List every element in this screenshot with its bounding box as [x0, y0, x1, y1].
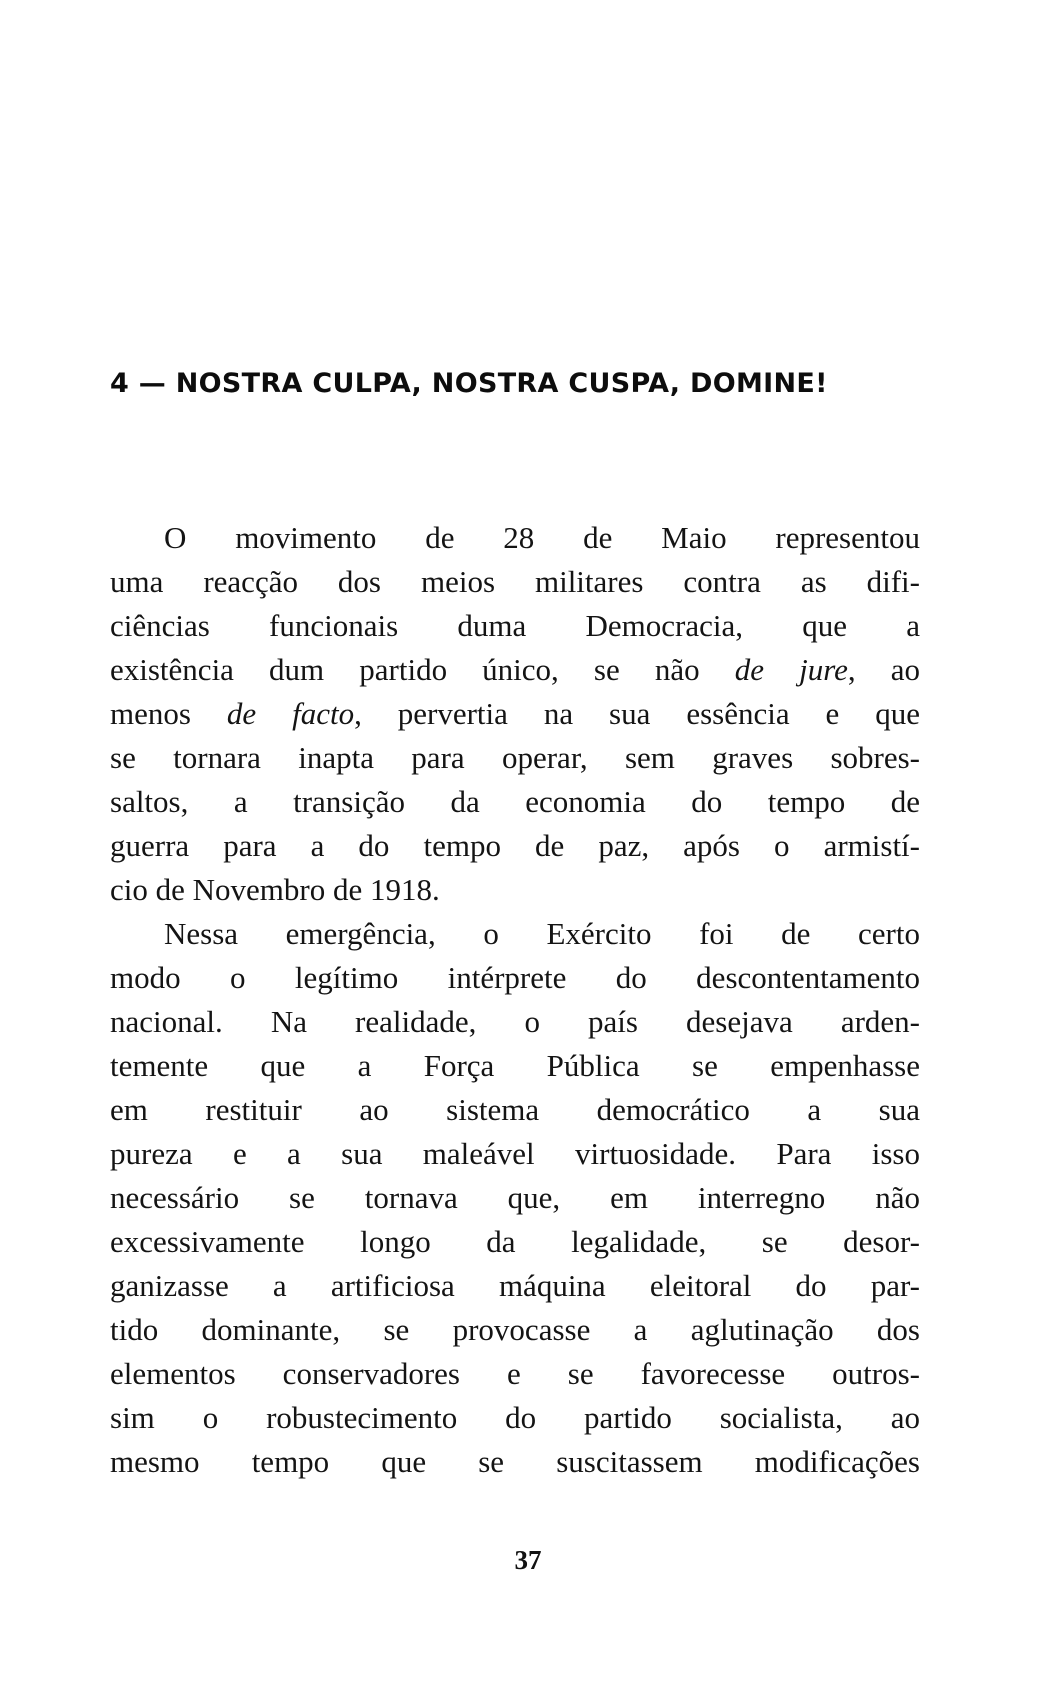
paragraph-1-line-7: saltos, a transição da economia do tempo de — [110, 784, 920, 819]
paragraph-2-line-10: tido dominante, se provocasse a aglutinação dos — [110, 1312, 920, 1347]
paragraph-1-line-3: ciências funcionais duma Democracia, que a — [110, 608, 920, 643]
paragraph-2-line-6: pureza e a sua maleável virtuosidade. Para isso — [110, 1136, 920, 1171]
paragraph-2-line-2: modo o legítimo intérprete do descontentamento — [110, 960, 920, 995]
latin-phrase: de facto — [226, 696, 355, 731]
paragraph-2-line-3: nacional. Na realidade, o país desejava arden- — [110, 1004, 920, 1039]
paragraph-2-line-11: elementos conservadores e se favorecesse outros- — [110, 1356, 920, 1391]
text-segment: , pervertia na sua essência e que — [354, 696, 921, 731]
text-segment: menos — [110, 696, 227, 731]
page-number: 37 — [514, 1545, 542, 1575]
chapter-heading: 4 — NOSTRA CULPA, NOSTRA CUSPA, DOMINE! — [110, 368, 828, 399]
chapter-body — [110, 516, 920, 1484]
latin-phrase: de jure — [734, 652, 848, 687]
paragraph-1-line-2: uma reacção dos meios militares contra as difi- — [110, 564, 920, 599]
paragraph-2-line-4: temente que a Força Pública se empenhasse — [110, 1048, 920, 1083]
paragraph-2-line-1: Nessa emergência, o Exército foi de certo — [164, 916, 920, 951]
text-segment: existência dum partido único, se não — [110, 652, 735, 687]
paragraph-1-line-8: guerra para a do tempo de paz, após o armistí- — [110, 828, 920, 863]
text-segment: , ao — [847, 652, 920, 687]
paragraph-2-line-8: excessivamente longo da legalidade, se desor- — [110, 1224, 920, 1259]
paragraph-2-line-9: ganizasse a artificiosa máquina eleitoral do par- — [110, 1268, 920, 1303]
paragraph-1-line-9: cio de Novembro de 1918. — [110, 872, 440, 907]
paragraph-1-line-6: se tornara inapta para operar, sem graves sobres- — [110, 740, 920, 775]
paragraph-1-line-1: O movimento de 28 de Maio representou — [164, 520, 920, 555]
paragraph-2-line-12: sim o robustecimento do partido socialista, ao — [110, 1400, 920, 1435]
paragraph-2-line-13: mesmo tempo que se suscitassem modificações — [110, 1444, 920, 1479]
paragraph-2-line-5: em restituir ao sistema democrático a sua — [110, 1092, 920, 1127]
paragraph-1-line-4 — [110, 648, 920, 692]
paragraph-1-line-5 — [110, 692, 920, 736]
paragraph-2-line-7: necessário se tornava que, em interregno não — [110, 1180, 920, 1215]
